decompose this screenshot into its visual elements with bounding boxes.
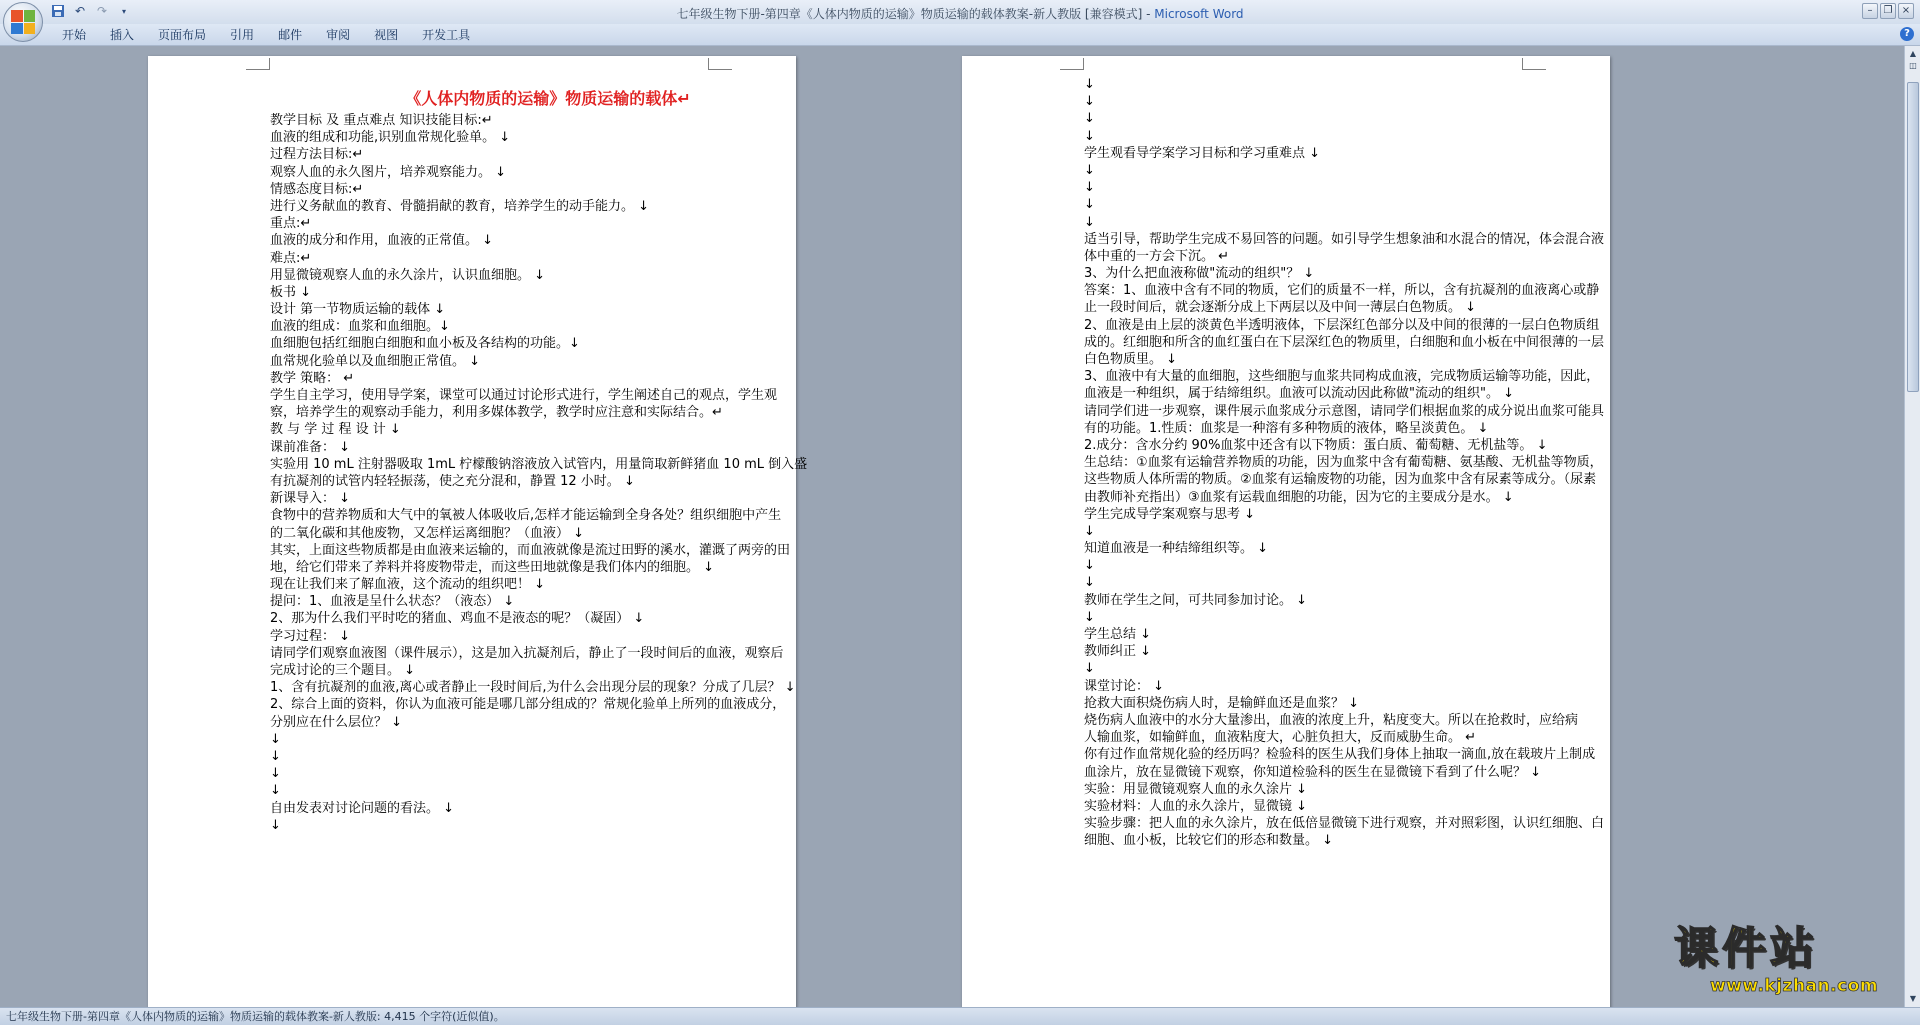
vertical-scrollbar[interactable]: [1904, 46, 1920, 1007]
ruler-toggle-icon[interactable]: ◫: [1909, 61, 1917, 70]
text-line: 的二氧化碳和其他废物，又怎样运离细胞？（血液） ↓: [270, 525, 585, 541]
text-line: 人输血浆，如输鲜血，血液粘度大，心脏负担大，反而威胁生命。 ↵: [1084, 730, 1477, 746]
tab-developer[interactable]: 开发工具: [422, 28, 471, 42]
text-line: 2、综合上面的资料，你认为血液可能是哪几部分组成的？常规化验单上所列的血液成分，: [270, 697, 786, 713]
tab-mailings[interactable]: 邮件: [278, 28, 303, 42]
text-line: ↓: [1084, 558, 1095, 574]
document-page-left[interactable]: [148, 56, 808, 1007]
customize-icon[interactable]: ▾: [121, 6, 126, 16]
watermark-text: 课件站: [1674, 923, 1818, 974]
text-line: 设计 第一节物质运输的载体 ↓: [270, 302, 446, 318]
text-line: 难点:↵: [270, 250, 312, 266]
text-line: 学生自主学习，使用导学案，课堂可以通过讨论形式进行，学生阐述自己的观点，学生观: [270, 388, 778, 403]
text-line: 学生观看导学案学习目标和学习重难点 ↓: [1084, 145, 1321, 161]
ribbon-tabs: [50, 26, 482, 44]
text-line: ↓: [270, 731, 281, 747]
text-line: 这些物质人体所需的物质。②血浆有运输废物的功能，因为血浆中含有尿素等成分。（尿素: [1084, 472, 1597, 488]
text-line: 教师在学生之间，可共同参加讨论。 ↓: [1084, 592, 1308, 608]
text-line: ↓: [1084, 661, 1095, 677]
tab-home[interactable]: 开始: [62, 28, 87, 42]
text-line: 分别应在什么层位？ ↓: [270, 714, 403, 730]
restore-icon[interactable]: ❐: [1880, 3, 1896, 19]
text-line: ↓: [1084, 609, 1095, 625]
text-line: 课前准备： ↓: [270, 439, 351, 455]
text-line: 请同学们进一步观察，课件展示血浆成分示意图，请同学们根据血浆的成分说出血浆可能具: [1084, 403, 1605, 419]
text-line: 学生完成导学案观察与思考 ↓: [1084, 506, 1256, 522]
text-line: ↓: [1084, 197, 1095, 213]
text-line: 用显微镜观察人血的永久涂片，认识血细胞。 ↓: [270, 267, 546, 283]
text-line: 2.成分：含水分约 90%血浆中还含有以下物质：蛋白质、葡萄糖、无机盐等。 ↓: [1084, 437, 1548, 453]
text-line: 情感态度目标:↵: [270, 181, 364, 197]
text-line: 1、含有抗凝剂的血液,离心或者静止一段时间后,为什么会出现分层的现象？分成了几层？ ↓: [270, 680, 796, 696]
text-line: 止一段时间后，就会逐渐分成上下两层以及中间一薄层白色物质。 ↓: [1084, 300, 1477, 316]
text-line: 提问：1、血液是呈什么状态？（液态） ↓: [270, 594, 515, 610]
text-line: ↓: [1084, 162, 1095, 178]
status-bar: [0, 1007, 1920, 1025]
close-icon[interactable]: ×: [1898, 3, 1914, 19]
text-line: 教学 策略： ↵: [270, 370, 355, 386]
scroll-down-icon[interactable]: ▼: [1909, 994, 1917, 1003]
text-line: ↓: [1084, 94, 1095, 110]
text-line: 3、为什么把血液称做"流动的组织"？ ↓: [1084, 266, 1315, 282]
text-line: 学生总结 ↓: [1084, 627, 1152, 642]
text-line: 察，培养学生的观察动手能力，利用多媒体教学，教学时应注意和实际结合。↵: [270, 405, 723, 421]
office-logo-icon: [11, 10, 35, 34]
help-icon[interactable]: ?: [1900, 27, 1914, 41]
text-line: 实验：用显微镜观察人血的永久涂片 ↓: [1084, 781, 1308, 797]
text-line: 地，给它们带来了养料并将废物带走，而这些田地就像是我们体内的细胞。 ↓: [270, 559, 715, 575]
text-line: 成的。红细胞和所含的血红蛋白在下层深红色的物质里，白细胞和血小板在中间很薄的一层: [1084, 334, 1605, 350]
text-line: 观察人血的永久图片，培养观察能力。 ↓: [270, 164, 507, 180]
text-line: ↓: [1084, 111, 1095, 127]
page-text-left[interactable]: [270, 86, 826, 834]
text-line: 其实，上面这些物质都是由血液来运输的，而血液就像是流过田野的溪水，灌溉了两旁的田: [270, 542, 791, 558]
text-line: 实验步骤：把人血的永久涂片，放在低倍显微镜下进行观察，并对照彩图，认识红细胞、白: [1084, 816, 1605, 832]
text-line: 食物中的营养物质和大气中的氧被人体吸收后,怎样才能运输到全身各处？组织细胞中产生: [270, 508, 782, 524]
text-line: ↓: [270, 783, 281, 799]
text-line: 知道血液是一种结缔组织等。 ↓: [1084, 541, 1269, 557]
text-line: 自由发表对讨论问题的看法。 ↓: [270, 800, 455, 816]
text-line: 血常规化验单以及血细胞正常值。 ↓: [270, 353, 481, 369]
text-line: 2、那为什么我们平时吃的猪血、鸡血不是液态的呢？（凝固） ↓: [270, 611, 645, 627]
text-line: ↓: [1084, 575, 1095, 591]
scrollbar-thumb[interactable]: [1907, 82, 1919, 392]
text-line: ↓: [1084, 523, 1095, 539]
tab-page-layout[interactable]: 页面布局: [158, 28, 207, 42]
document-page-right[interactable]: [962, 56, 1610, 1007]
office-button[interactable]: [3, 2, 43, 42]
text-line: 血液的成分和作用，血液的正常值。 ↓: [270, 233, 494, 249]
text-line: ↓: [1084, 128, 1095, 144]
text-line: 请同学们观察血液图（课件展示），这是加入抗凝剂后，静止了一段时间后的血液，观察后: [270, 645, 784, 661]
text-line: ↓: [1084, 214, 1095, 230]
status-text: 七年级生物下册-第四章《人体内物质的运输》物质运输的载体教案-新人教版: 4,415 个字符(近似值)。: [6, 1010, 505, 1023]
minimize-icon[interactable]: –: [1862, 3, 1878, 19]
text-line: 进行义务献血的教育、骨髓捐献的教育，培养学生的动手能力。 ↓: [270, 198, 650, 214]
text-line: 由教师补充指出）③血浆有运载血细胞的功能，因为它的主要成分是水。 ↓: [1084, 489, 1514, 505]
text-line: 体中重的一方会下沉。 ↵: [1084, 248, 1230, 264]
text-line: 血液的组成和功能,识别血常规化验单。 ↓: [270, 130, 511, 146]
crop-mark: [708, 58, 732, 70]
text-line: ↓: [1084, 180, 1095, 196]
page-text-right[interactable]: [1084, 76, 1636, 849]
text-line: 学习过程： ↓: [270, 628, 351, 644]
text-line: 课堂讨论： ↓: [1084, 678, 1165, 694]
text-line: 板书 ↓: [270, 284, 312, 300]
text-line: 血液的组成：血浆和血细胞。↓: [270, 319, 450, 335]
text-line: 烧伤病人血液中的水分大量渗出，血液的浓度上升，粘度变大。所以在抢救时，应给病: [1084, 712, 1579, 728]
text-line: ↓: [270, 817, 281, 833]
text-line: 教师纠正 ↓: [1084, 644, 1152, 660]
crop-mark: [246, 58, 270, 70]
text-line: 3、血液中有大量的血细胞，这些细胞与血浆共同构成血液，完成物质运输等功能，因此，: [1084, 369, 1600, 385]
text-line: 2、血液是由上层的淡黄色半透明液体，下层深红色部分以及中间的很薄的一层白色物质组: [1084, 317, 1600, 333]
text-line: 血涂片，放在显微镜下观察，你知道检验科的医生在显微镜下看到了什么呢？ ↓: [1084, 764, 1542, 780]
text-line: ↓: [270, 748, 281, 764]
ribbon: [0, 24, 1920, 46]
text-line: 血液是一种组织，属于结缔组织。血液可以流动因此称做"流动的组织"。 ↓: [1084, 386, 1514, 402]
text-line: 教 与 学 过 程 设 计 ↓: [270, 422, 401, 438]
text-line: 重点:↵: [270, 216, 312, 232]
text-line: 适当引导，帮助学生完成不易回答的问题。如引导学生想象油和水混合的情况，体会混合液: [1084, 231, 1605, 247]
text-line: 新课导入： ↓: [270, 491, 351, 507]
tab-review[interactable]: 审阅: [326, 28, 351, 42]
text-line: 实验用 10 mL 注射器吸取 1mL 柠檬酸钠溶液放入试管内，用量筒取新鲜猪血 10 mL 倒入盛: [270, 456, 808, 472]
tab-insert[interactable]: 插入: [110, 28, 135, 42]
text-line: 过程方法目标:↵: [270, 147, 364, 163]
crop-mark: [1060, 58, 1084, 70]
text-line: ↓: [1084, 77, 1095, 92]
redo-icon[interactable]: ↷: [96, 4, 108, 18]
text-line: ↓: [270, 766, 281, 782]
document-title: 七年级生物下册-第四章《人体内物质的运输》物质运输的载体教案-新人教版 [兼容模式] -: [676, 7, 1155, 21]
text-line: 血细胞包括红细胞白细胞和血小板及各结构的功能。↓: [270, 336, 580, 352]
text-line: 现在让我们来了解血液，这个流动的组织吧！ ↓: [270, 577, 546, 593]
crop-mark: [1522, 58, 1546, 70]
tab-references[interactable]: 引用: [230, 28, 255, 42]
text-line: 实验材料：人血的永久涂片，显微镜 ↓: [1084, 798, 1308, 814]
text-line: 有抗凝剂的试管内轻轻振荡，使之充分混和，静置 12 小时。 ↓: [270, 473, 635, 489]
watermark-url: www.kjzhan.com: [1709, 976, 1879, 996]
window-controls: [1862, 3, 1914, 19]
text-line: 白色物质里。 ↓: [1084, 352, 1178, 367]
document-workspace: [0, 46, 1904, 1007]
text-line: 你有过作血常规化验的经历吗？检验科的医生从我们身体上抽取一滴血,放在载玻片上制成: [1084, 747, 1596, 763]
scroll-up-icon[interactable]: ▲: [1909, 49, 1917, 58]
text-line: 答案：1、血液中含有不同的物质，它们的质量不一样，所以，含有抗凝剂的血液离心或静: [1084, 283, 1600, 299]
document-heading: 《人体内物质的运输》物质运输的载体↵: [405, 89, 691, 108]
text-line: 细胞、血小板，比较它们的形态和数量。 ↓: [1084, 833, 1334, 849]
undo-icon[interactable]: ↶: [74, 4, 86, 18]
window-title: [0, 5, 1920, 22]
text-line: 完成讨论的三个题目。 ↓: [270, 663, 416, 678]
text-line: 有的功能。1.性质：血浆是一种溶有多种物质的液体，略呈淡黄色。 ↓: [1084, 420, 1489, 436]
tab-view[interactable]: 视图: [374, 28, 399, 42]
text-line: 生总结：①血浆有运输营养物质的功能，因为血浆中含有葡萄糖、氨基酸、无机盐等物质，: [1084, 455, 1603, 471]
app-name: Microsoft Word: [1154, 7, 1244, 21]
text-line: 教学目标 及 重点难点 知识技能目标:↵: [270, 113, 493, 128]
title-bar: [0, 0, 1920, 24]
text-line: 抢救大面积烧伤病人时，是输鲜血还是血浆？ ↓: [1084, 695, 1360, 711]
watermark-logo: [1674, 922, 1914, 1012]
